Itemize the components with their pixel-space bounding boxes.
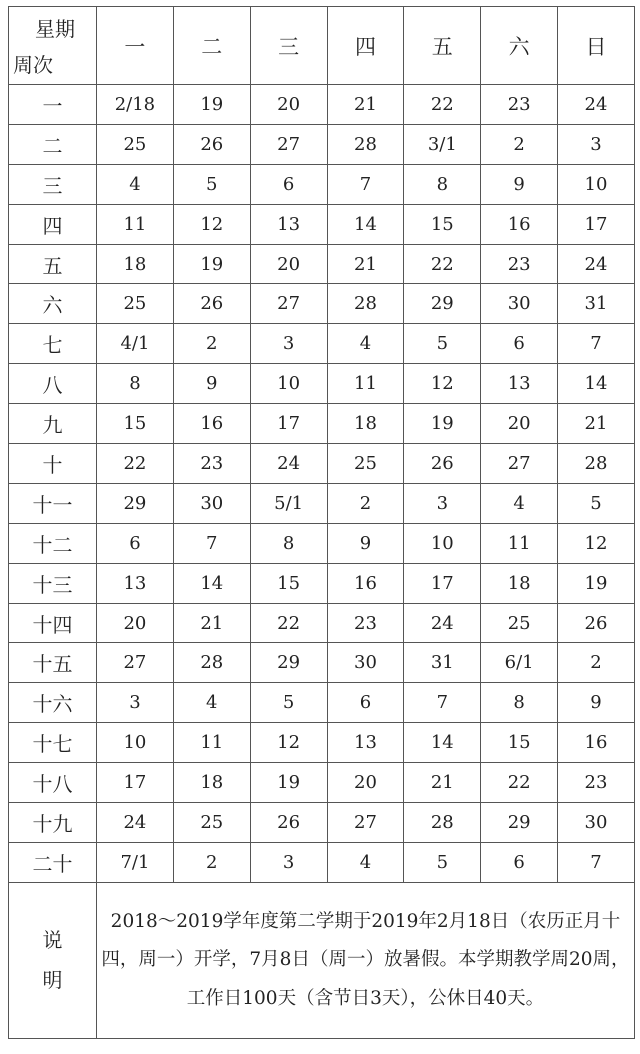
table-row [9,683,635,723]
date-cell: 25 [97,124,174,164]
date-cell: 22 [250,603,327,643]
date-cell: 12 [558,523,635,563]
date-cell: 7 [558,324,635,364]
date-cell: 27 [481,444,558,484]
note-label-cell [9,882,97,1038]
date-cell: 8 [404,164,481,204]
date-cell: 4 [97,164,174,204]
date-cell: 19 [404,404,481,444]
date-cell: 23 [481,244,558,284]
date-cell: 10 [404,523,481,563]
date-cell: 11 [481,523,558,563]
date-cell: 16 [327,563,404,603]
date-cell: 16 [173,404,250,444]
table-row [9,803,635,843]
date-cell: 18 [173,763,250,803]
date-cell: 30 [173,483,250,523]
date-cell: 27 [250,284,327,324]
date-cell: 14 [327,204,404,244]
date-cell: 23 [558,763,635,803]
week-number-cell: 三 [9,164,97,204]
date-cell: 17 [250,404,327,444]
date-cell: 25 [97,284,174,324]
date-cell: 26 [173,124,250,164]
table-row [9,404,635,444]
date-cell: 7 [558,842,635,882]
date-cell: 6/1 [481,643,558,683]
date-cell: 24 [404,603,481,643]
date-cell: 14 [404,723,481,763]
date-cell: 17 [97,763,174,803]
date-cell: 5 [558,483,635,523]
date-cell: 5 [404,324,481,364]
date-cell: 18 [327,404,404,444]
week-rows [9,85,635,883]
date-cell: 17 [404,563,481,603]
date-cell: 13 [250,204,327,244]
date-cell: 9 [173,364,250,404]
date-cell: 30 [558,803,635,843]
note-text: 2018～2019学年度第二学期于2019年2月18日（农历正月十四，周一）开学，7月8日（周一）放暑假。本学期教学周20周，工作日100天（含节日3天），公休日40天。 [97,882,635,1038]
date-cell: 12 [173,204,250,244]
date-cell: 19 [250,763,327,803]
date-cell: 30 [481,284,558,324]
date-cell: 20 [327,763,404,803]
date-cell: 4 [327,324,404,364]
date-cell: 15 [250,563,327,603]
date-cell: 6 [250,164,327,204]
date-cell: 10 [250,364,327,404]
table-row [9,643,635,683]
date-cell: 20 [250,85,327,125]
week-number-cell: 十三 [9,563,97,603]
date-cell: 12 [250,723,327,763]
date-cell: 31 [558,284,635,324]
date-cell: 28 [327,124,404,164]
date-cell: 18 [481,563,558,603]
table-row [9,444,635,484]
week-number-cell: 十六 [9,683,97,723]
date-cell: 19 [558,563,635,603]
date-cell: 15 [481,723,558,763]
date-cell: 17 [558,204,635,244]
date-cell: 22 [404,244,481,284]
date-cell: 13 [327,723,404,763]
day-header-wed: 三 [250,7,327,85]
date-cell: 26 [173,284,250,324]
date-cell: 21 [173,603,250,643]
date-cell: 3 [250,324,327,364]
date-cell: 23 [173,444,250,484]
table-row [9,85,635,125]
date-cell: 29 [250,643,327,683]
date-cell: 29 [404,284,481,324]
date-cell: 22 [481,763,558,803]
week-number-cell: 七 [9,324,97,364]
table-row [9,244,635,284]
date-cell: 19 [173,85,250,125]
date-cell: 7 [404,683,481,723]
date-cell: 4/1 [97,324,174,364]
week-number-cell: 十四 [9,603,97,643]
date-cell: 3 [558,124,635,164]
table-row [9,723,635,763]
date-cell: 26 [558,603,635,643]
week-number-cell: 十八 [9,763,97,803]
date-cell: 6 [481,842,558,882]
date-cell: 23 [327,603,404,643]
date-cell: 11 [327,364,404,404]
date-cell: 6 [481,324,558,364]
date-cell: 14 [558,364,635,404]
date-cell: 2 [481,124,558,164]
date-cell: 12 [404,364,481,404]
date-cell: 24 [558,244,635,284]
date-cell: 2 [558,643,635,683]
date-cell: 28 [404,803,481,843]
date-cell: 24 [558,85,635,125]
date-cell: 6 [327,683,404,723]
date-cell: 3/1 [404,124,481,164]
date-cell: 14 [173,563,250,603]
date-cell: 9 [558,683,635,723]
week-number-cell: 十九 [9,803,97,843]
date-cell: 30 [327,643,404,683]
date-cell: 22 [404,85,481,125]
table-row [9,563,635,603]
date-cell: 20 [250,244,327,284]
day-header-sun: 日 [558,7,635,85]
week-number-cell: 十一 [9,483,97,523]
date-cell: 11 [173,723,250,763]
week-number-cell: 八 [9,364,97,404]
date-cell: 8 [97,364,174,404]
date-cell: 5 [404,842,481,882]
date-cell: 20 [481,404,558,444]
day-header-sat: 六 [481,7,558,85]
table-row [9,603,635,643]
week-number-corner-label: 周次 [13,53,53,77]
date-cell: 3 [97,683,174,723]
note-label-char-1: 说 [42,928,63,953]
table-row [9,284,635,324]
date-cell: 4 [481,483,558,523]
table-row [9,324,635,364]
date-cell: 20 [97,603,174,643]
note-row [9,882,635,1038]
date-cell: 3 [404,483,481,523]
school-calendar-table [8,6,635,1039]
date-cell: 21 [327,85,404,125]
week-number-cell: 十五 [9,643,97,683]
date-cell: 13 [97,563,174,603]
date-cell: 4 [173,683,250,723]
date-cell: 18 [97,244,174,284]
date-cell: 29 [97,483,174,523]
date-cell: 4 [327,842,404,882]
date-cell: 19 [173,244,250,284]
week-number-cell: 十 [9,444,97,484]
date-cell: 13 [481,364,558,404]
week-number-cell: 九 [9,404,97,444]
table-row [9,164,635,204]
table-row [9,842,635,882]
date-cell: 22 [97,444,174,484]
date-cell: 28 [558,444,635,484]
date-cell: 27 [97,643,174,683]
date-cell: 6 [97,523,174,563]
date-cell: 2 [327,483,404,523]
table-row [9,124,635,164]
date-cell: 26 [404,444,481,484]
table-row [9,763,635,803]
date-cell: 15 [404,204,481,244]
date-cell: 10 [558,164,635,204]
date-cell: 16 [558,723,635,763]
corner-header-cell [9,7,97,85]
day-header-mon: 一 [97,7,174,85]
date-cell: 26 [250,803,327,843]
week-number-cell: 一 [9,85,97,125]
date-cell: 28 [173,643,250,683]
day-header-fri: 五 [404,7,481,85]
date-cell: 27 [327,803,404,843]
date-cell: 16 [481,204,558,244]
date-cell: 31 [404,643,481,683]
date-cell: 7 [327,164,404,204]
date-cell: 3 [250,842,327,882]
date-cell: 11 [97,204,174,244]
date-cell: 23 [481,85,558,125]
date-cell: 25 [327,444,404,484]
date-cell: 21 [558,404,635,444]
date-cell: 5 [173,164,250,204]
date-cell: 29 [481,803,558,843]
date-cell: 21 [404,763,481,803]
date-cell: 2 [173,324,250,364]
date-cell: 25 [481,603,558,643]
date-cell: 7/1 [97,842,174,882]
week-number-cell: 十二 [9,523,97,563]
note-label-char-2: 明 [42,968,63,993]
date-cell: 9 [327,523,404,563]
week-number-cell: 四 [9,204,97,244]
date-cell: 21 [327,244,404,284]
date-cell: 8 [250,523,327,563]
week-number-cell: 五 [9,244,97,284]
day-header-tue: 二 [173,7,250,85]
week-number-cell: 六 [9,284,97,324]
date-cell: 28 [327,284,404,324]
table-row [9,204,635,244]
day-header-thu: 四 [327,7,404,85]
date-cell: 10 [97,723,174,763]
date-cell: 25 [173,803,250,843]
week-number-cell: 十七 [9,723,97,763]
weekday-corner-label: 星期 [35,17,75,41]
date-cell: 2/18 [97,85,174,125]
date-cell: 5 [250,683,327,723]
date-cell: 7 [173,523,250,563]
table-row [9,483,635,523]
date-cell: 24 [97,803,174,843]
date-cell: 24 [250,444,327,484]
header-row [9,7,635,85]
date-cell: 5/1 [250,483,327,523]
table-row [9,523,635,563]
week-number-cell: 二 [9,124,97,164]
date-cell: 8 [481,683,558,723]
date-cell: 9 [481,164,558,204]
week-number-cell: 二十 [9,842,97,882]
date-cell: 2 [173,842,250,882]
date-cell: 15 [97,404,174,444]
table-row [9,364,635,404]
date-cell: 27 [250,124,327,164]
